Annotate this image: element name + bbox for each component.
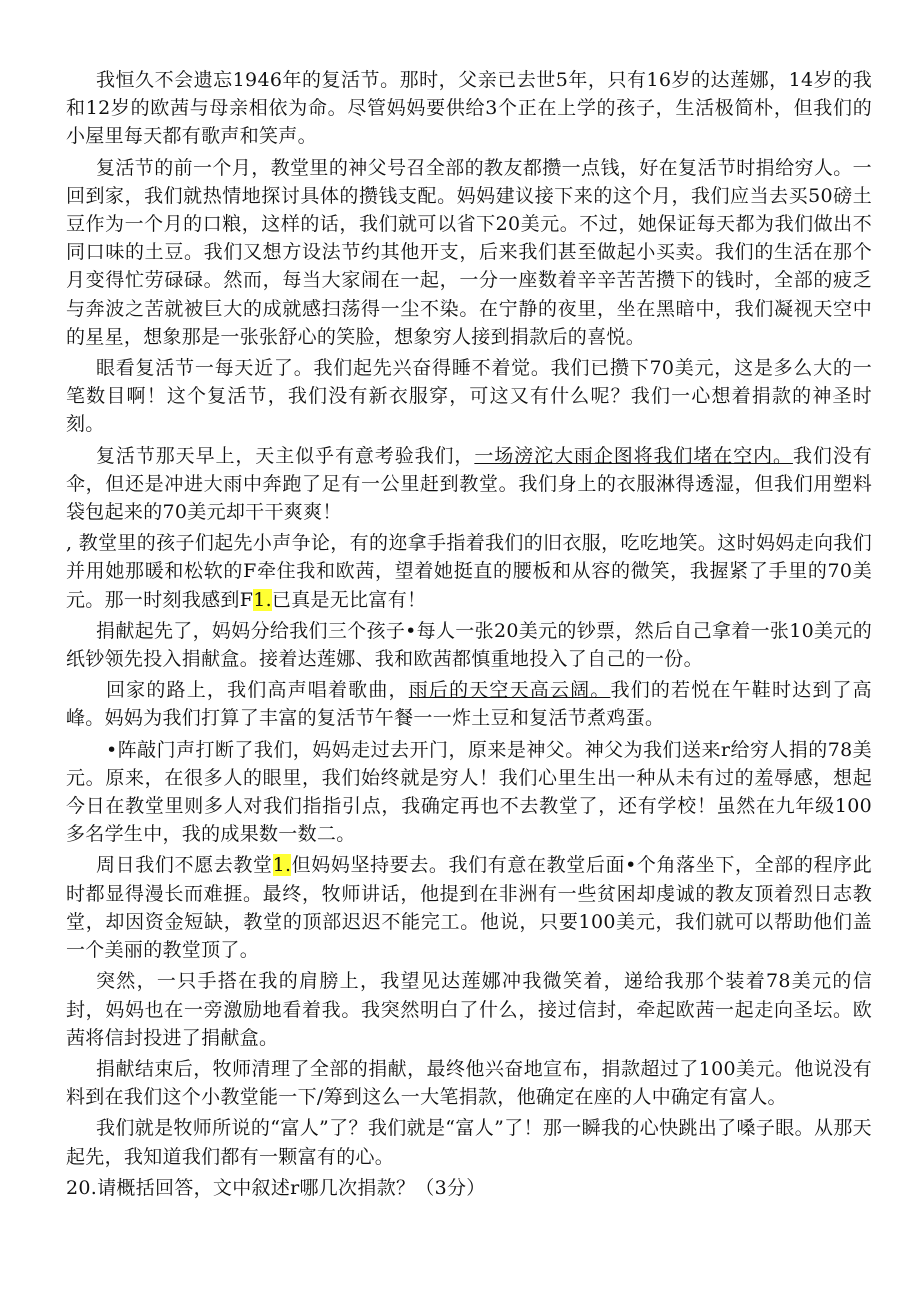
highlight-mark-1: 1. [253, 588, 272, 611]
paragraph-10: 突然，一只手搭在我的肩膀上，我望见达莲娜冲我微笑着，递给我那个装着78美元的信封，妈妈也在一旁激励地看着我。我突然明白了什么，接过信封，牵起欧茜一起走向圣坛。欧茜将信封投进了捐献盒。 [66, 970, 872, 1049]
paragraph-5 [66, 529, 872, 614]
underlined-sentence-sky: 雨后的天空天高云阔。 [408, 679, 611, 702]
paragraph-3: 眼看复活节一每天近了。我们起先兴奋得睡不着觉。我们已攒下70美元，这是多么大的一笔数目啊！这个复活节，我们没有新衣服穿，可这又有什么呢？我们一心想着捐款的神圣时刻。 [66, 357, 872, 436]
paragraph-5-text-a: , 教堂里的孩子们起先小声争论，有的迩拿手指着我们的旧衣服，吃吃地笑。这时妈妈走向我们并用她那暖和松软的F牵住我和欧茜，望着她挺直的腰板和从容的微笑，我握紧了手里的70美元。那一时刻我感到F [66, 532, 872, 611]
paragraph-11: 捐献结束后，牧师清理了全部的捐献，最终他兴奋地宣布，捐款超过了100美元。他说没有料到在我们这个小教堂能一下/筹到这么一大笔捐款，他确定在座的人中确定有富人。 [66, 1057, 872, 1109]
paragraph-2: 复活节的前一个月，教堂里的神父号召全部的教友都攒一点钱，好在复活节时捐给穷人。一回到家，我们就热情地探讨具体的攒钱支配。妈妈建议接下来的这个月，我们应当去买50磅土豆作为一个月的口粮，这样的话，我们就可以省下20美元。不过，她保证每天都为我们做出不同口味的土豆。我们又想方设法节约其他开支，后来我们甚至做起小买卖。我们的生活在那个月变得忙劳碌碌。然而，每当大家闹在一起，一分一座数着辛辛苦苦攒下的钱时，全部的疲乏与奔波之苦就被巨大的成就感扫荡得一尘不染。在宁静的夜里，坐在黑暗中，我们凝视天空中的星星，想象那是一张张舒心的笑脸，想象穷人接到捐款后的喜悦。 [66, 156, 872, 348]
article-body [66, 66, 872, 1202]
paragraph-1: 我恒久不会遗忘1946年的复活节。那时，父亲已去世5年，只有16岁的达莲娜，14岁的我和12岁的欧茜与母亲相依为命。尽管妈妈要供给3个正在上学的孩子，生活极简朴，但我们的小屋里每天都有歌声和笑声。 [66, 69, 872, 148]
paragraph-12: 我们就是牧师所说的“富人”了？我们就是“富人”了！那一瞬我的心快跳出了嗓子眼。从那天起先，我知道我们都有一颗富有的心。 [66, 1117, 872, 1168]
paragraph-7-text-b: 我们的若悦在午鞋时达到了高峰。妈妈为我们打算了丰富的复活节午餐一一炸土豆和复活节煮鸡蛋。 [66, 679, 872, 730]
question-20: 20.请概括回答，文中叙述r哪几次捐款？（3分） [66, 1176, 486, 1199]
underlined-sentence-rain: 一场滂沱大雨企图将我们堵在空内。 [474, 444, 793, 467]
paragraph-5-text-b: 已真是无比富有！ [271, 588, 427, 611]
paragraph-6: 捐献起先了，妈妈分给我们三个孩子•每人一张20美元的钞票，然后自己拿着一张10美元的纸钞领先投入捐献盒。接着达莲娜、我和欧茜都慎重地投入了自己的一份。 [66, 619, 872, 671]
paragraph-9-text-b: 但妈妈坚持要去。我们有意在教堂后面•个角落坐下，全部的程序此时都显得漫长而难捱。最终，牧师讲话，他提到在非洲有一些贫困却虔诚的教友顶着烈日志教堂，却因资金短缺，教堂的顶部迟迟不能完工。他说，只要100美元，我们就可以帮助他们盖一个美丽的教堂顶了。 [66, 854, 873, 962]
paragraph-9-text-a: 周日我们不愿去教堂 [96, 854, 273, 877]
paragraph-4 [66, 442, 872, 527]
paragraph-7 [66, 676, 872, 732]
paragraph-8: •阵敲门声打断了我们，妈妈走过去开门，原来是神父。神父为我们送来r给穷人捐的78美元。原来，在很多人的眼里，我们始终就是穷人！我们心里生出一种从未有过的羞辱感，想起今日在教堂里则多人对我们指指引点，我确定再也不去教堂了，还有学校！虽然在九年级100多名学生中，我的成果数一数二。 [66, 738, 872, 846]
paragraph-4-text-b: 我们没有伞，但还是冲进大雨中奔跑了足有一公里赶到教堂。我们身上的衣服淋得透湿，但我们用塑料袋包起来的70美元却干干爽爽！ [66, 444, 872, 524]
highlight-mark-2: 1. [272, 854, 292, 877]
paragraph-4-text-a: 复活节那天早上，天主似乎有意考验我们， [96, 444, 475, 467]
paragraph-9 [66, 851, 872, 964]
paragraph-7-text-a: 回家的路上，我们高声唱着歌曲， [106, 679, 409, 702]
